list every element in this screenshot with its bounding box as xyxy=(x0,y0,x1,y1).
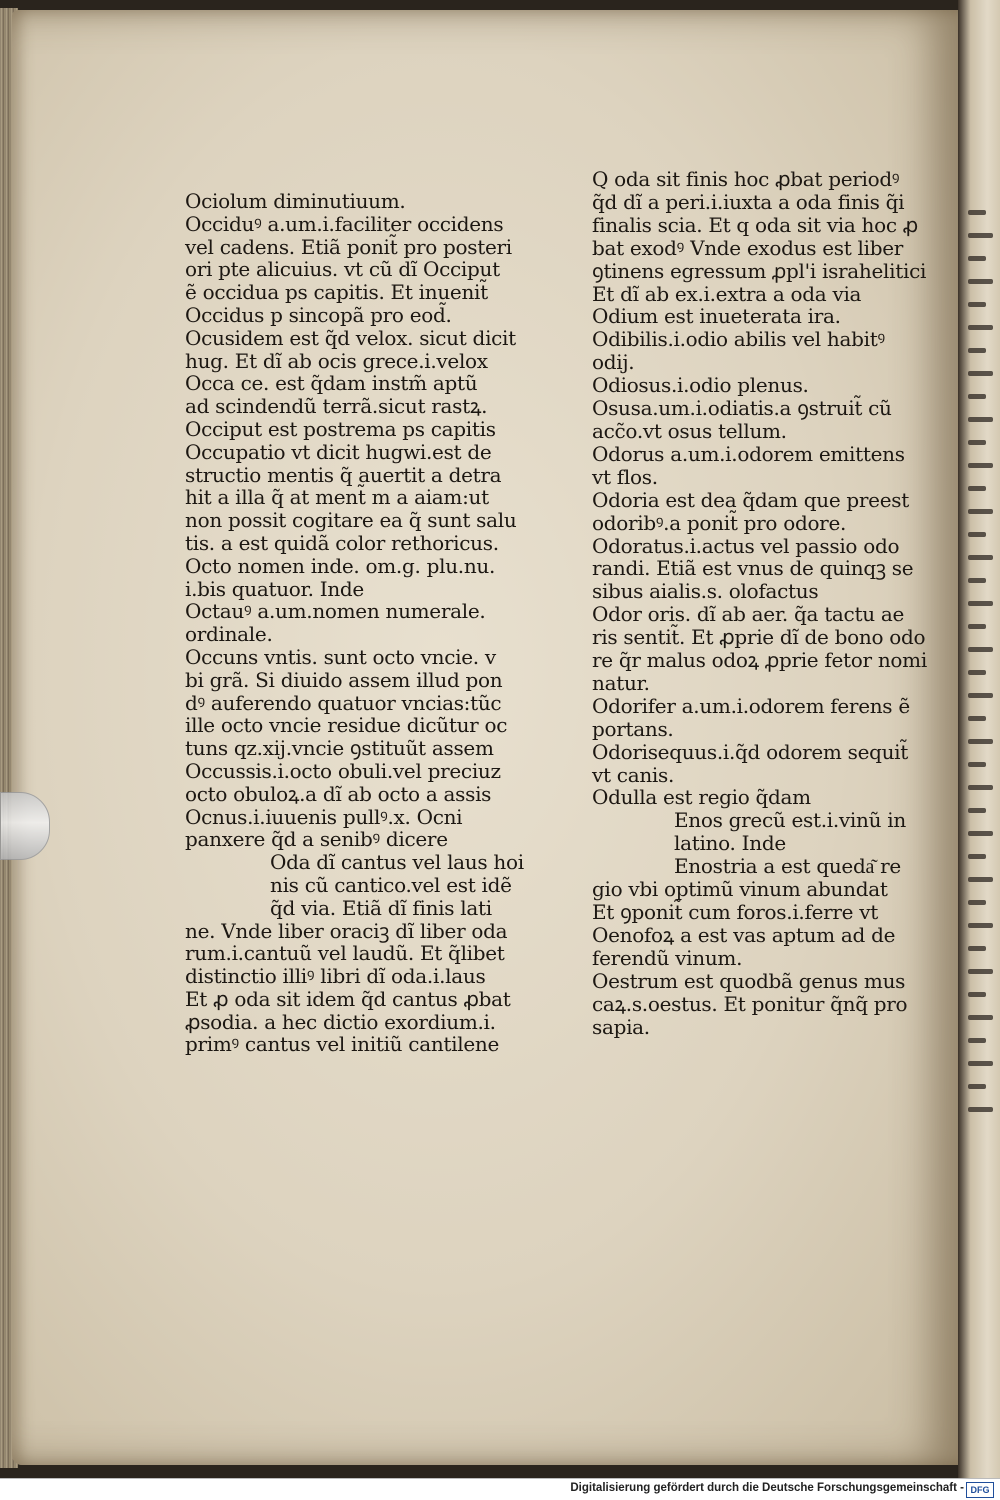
text-line: caꝝ.s.oestus. Et ponitur q̃nq̃ pro xyxy=(592,991,908,1016)
right-text-column xyxy=(592,168,937,1038)
text-line: Octauꝰ a.um.nomen numerale. xyxy=(185,599,486,624)
facing-page-text-fragment xyxy=(968,1107,993,1112)
text-line: ordinale. xyxy=(185,622,273,647)
facing-page-edge xyxy=(958,0,1000,1478)
text-line: ẽ occidua ps capitis. Et inuenit̃ xyxy=(185,280,488,305)
facing-page-text-fragment xyxy=(968,946,986,951)
text-line: bi grã. Si diuido assem illud pon xyxy=(185,667,503,692)
facing-page-text-fragment xyxy=(968,601,993,606)
text-line: ne. Vnde liber oraciꝫ dĩ liber oda xyxy=(185,918,508,943)
text-line: dꝰ auferendo quatuor vncias:tũc xyxy=(185,690,502,715)
text-line: i.bis quatuor. Inde xyxy=(185,576,364,601)
text-line: Odorus a.um.i.odorem emittens xyxy=(592,441,905,466)
text-line: vt flos. xyxy=(592,464,658,489)
text-line: randi. Etiã est vnus de quinqꝫ se xyxy=(592,556,914,581)
facing-page-text-fragment xyxy=(968,670,986,675)
facing-page-text-fragment xyxy=(968,785,993,790)
facing-page-text-fragment xyxy=(968,348,986,353)
facing-page-text-fragment xyxy=(968,992,986,997)
text-line: bat exodꝰ Vnde exodus est liber xyxy=(592,235,904,260)
facing-page-text-fragment xyxy=(968,509,993,514)
text-line: tuns qz.xij.vncie ꝯstituũt assem xyxy=(185,736,494,761)
text-line: tis. a est quidã color rethoricus. xyxy=(185,530,499,555)
text-line: Oenofoꝝ a est vas aptum ad de xyxy=(592,922,896,947)
text-line: Et dĩ ab ex.i.extra a oda via xyxy=(592,281,862,306)
facing-page-text-fragment xyxy=(968,854,986,859)
text-line: natur. xyxy=(592,670,650,695)
text-line: ori pte alicuius. vt cũ dĩ Occiput xyxy=(185,257,500,282)
facing-page-text-fragment xyxy=(968,233,993,238)
facing-page-text-fragment xyxy=(968,1084,986,1089)
text-line: rum.i.cantuũ vel laudũ. Et q̃libet xyxy=(185,941,505,966)
facing-page-text-fragment xyxy=(968,969,993,974)
text-line: non possit cogitare ea q̃ sunt salu xyxy=(185,508,517,533)
footer-credit: Digitalisierung gefördert durch die Deutsche Forschungsgemeinschaft - xyxy=(570,1482,964,1494)
text-line: ille octo vncie residue dicũtur oc xyxy=(185,713,508,738)
facing-page-text-fragment xyxy=(968,555,993,560)
facing-page-text-fragment xyxy=(968,256,986,261)
text-line: Ocusidem est q̃d velox. sicut dicit xyxy=(185,325,516,350)
dfg-logo: DFG xyxy=(966,1482,994,1498)
text-line: sapia. xyxy=(592,1014,650,1039)
text-line: q̃d dĩ a peri.i.iuxta a oda finis q̃i xyxy=(592,189,905,214)
facing-page-text-fragment xyxy=(968,762,986,767)
facing-page-text-fragment xyxy=(968,831,993,836)
facing-page-text-fragment xyxy=(968,1015,993,1020)
facing-page-text-fragment xyxy=(968,739,993,744)
text-line: primꝰ cantus vel initiũ cantilene xyxy=(185,1032,499,1057)
text-line: Odiosus.i.odio plenus. xyxy=(592,373,809,398)
text-line: nis cũ cantico.vel est idẽ xyxy=(270,872,512,897)
text-line: Q oda sit finis hoc ꝓbat periodꝰ xyxy=(592,167,900,191)
text-line: structio mentis q̃ auertit a detra xyxy=(185,462,502,487)
facing-page-text-fragment xyxy=(968,716,986,721)
text-line: portans. xyxy=(592,716,674,741)
facing-page-text-fragment xyxy=(968,1061,993,1066)
text-line: vt canis. xyxy=(592,762,675,787)
facing-page-text-fragment xyxy=(968,532,986,537)
facing-page-text-fragment xyxy=(968,279,993,284)
left-text-column xyxy=(185,190,535,1056)
text-line: Occiduꝰ a.um.i.faciliter occidens xyxy=(185,211,504,236)
text-line: Oestrum est quodbã genus mus xyxy=(592,968,906,993)
text-line: Occiput est postrema ps capitis xyxy=(185,416,496,441)
text-line: ad scindendũ terrã.sicut rastꝝ. xyxy=(185,394,488,419)
text-line: Ocnus.i.iuuenis pullꝰ.x. Ocni xyxy=(185,804,463,829)
text-line: ꝯtinens egressum ꝓpl'i israhelitici xyxy=(592,258,927,283)
digitization-footer xyxy=(0,1478,1000,1500)
text-line: Odoria est dea q̃dam que preest xyxy=(592,487,909,512)
text-line: Odulla est regio q̃dam xyxy=(592,785,811,810)
page-clip xyxy=(0,792,50,860)
facing-page-text-fragment xyxy=(968,210,986,215)
text-line: q̃d via. Etiã dĩ finis lati xyxy=(270,895,492,920)
text-line: Enos grecũ est.i.vinũ in xyxy=(674,808,906,833)
text-line: Osusa.um.i.odiatis.a ꝯstruit̃ cũ xyxy=(592,396,892,421)
facing-page-text-fragment xyxy=(968,1038,986,1043)
text-line: Odorifer a.um.i.odorem ferens ẽ xyxy=(592,693,910,718)
text-line: panxere q̃d a senibꝰ dicere xyxy=(185,827,448,852)
text-line: octo obuloꝝ.a dĩ ab octo a assis xyxy=(185,781,492,806)
text-line: odij. xyxy=(592,350,635,375)
text-line: Occidus p sincopã pro eod̃. xyxy=(185,302,452,327)
text-line: ferendũ vinum. xyxy=(592,945,743,970)
text-line: acc̃o.vt osus tellum. xyxy=(592,418,787,443)
facing-page-text-fragment xyxy=(968,647,993,652)
facing-page-text-fragment xyxy=(968,394,986,399)
text-line: Odibilis.i.odio abilis vel habitꝰ xyxy=(592,327,885,352)
text-line: odoribꝰ.a ponit̃ pro odore. xyxy=(592,510,847,535)
facing-page-text-fragment xyxy=(968,624,986,629)
facing-page-text-fragment xyxy=(968,440,986,445)
text-line: ꝓsodia. a hec dictio exordium.i. xyxy=(185,1009,496,1034)
text-line: Occuns vntis. sunt octo vncie. v xyxy=(185,644,496,669)
facing-page-text-fragment xyxy=(968,417,993,422)
facing-page-text-fragment xyxy=(968,486,986,491)
text-line: distinctio illiꝰ libri dĩ oda.i.laus xyxy=(185,964,486,989)
facing-page-text-fragment xyxy=(968,578,986,583)
facing-page-text-fragment xyxy=(968,325,993,330)
text-line: Odorisequus.i.q̃d odorem sequit̃ xyxy=(592,739,909,764)
text-line: Ociolum diminutiuum. xyxy=(185,189,406,213)
facing-page-text-fragment xyxy=(968,302,986,307)
facing-page-text-fragment xyxy=(968,923,993,928)
text-line: vel cadens. Etiã ponit̃ pro posteri xyxy=(185,234,512,259)
text-line: Et ꝯponit̃ cum foros.i.ferre vt xyxy=(592,900,878,924)
text-line: hug. Et dĩ ab ocis grece.i.velox xyxy=(185,348,488,373)
text-line: re q̃r malus odoꝝ ꝓprie fetor nomi xyxy=(592,648,927,673)
text-line: ris sentit̃. Et ꝓprie dĩ de bono odo xyxy=(592,625,926,650)
text-line: Occa ce. est q̃dam instm̃ aptũ xyxy=(185,371,478,396)
text-line: Odor oris. dĩ ab aer. q̃a tactu ae xyxy=(592,602,904,627)
facing-page-text-fragment xyxy=(968,693,993,698)
text-line: Odoratus.i.actus vel passio odo xyxy=(592,533,900,558)
facing-page-text-fragment xyxy=(968,900,986,905)
text-line: finalis scia. Et q oda sit via hoc ꝓ xyxy=(592,212,918,237)
text-line: Octo nomen inde. om.g. plu.nu. xyxy=(185,553,496,578)
text-line: Occussis.i.octo obuli.vel preciuz xyxy=(185,758,501,783)
facing-page-text-fragment xyxy=(968,877,993,882)
text-line: Et ꝓ oda sit idem q̃d cantus ꝓbat xyxy=(185,986,511,1011)
text-line: gio vbi optimũ vinum abundat xyxy=(592,877,888,902)
text-line: hit a illa q̃ at ment̃ m a aiam:ut xyxy=(185,485,489,510)
text-line: Occupatio vt dicit hugwi.est de xyxy=(185,439,492,464)
facing-page-text-fragment xyxy=(968,463,993,468)
text-line: Oda dĩ cantus vel laus hoi xyxy=(270,850,524,875)
text-line: Enostria a est queda͂ re xyxy=(674,854,901,879)
facing-page-text-fragment xyxy=(968,371,993,376)
text-line: sibus aialis.s. olofactus xyxy=(592,579,819,604)
text-line: latino. Inde xyxy=(674,831,786,856)
text-line: Odium est inueterata ira. xyxy=(592,304,841,329)
facing-page-text-fragment xyxy=(968,808,986,813)
